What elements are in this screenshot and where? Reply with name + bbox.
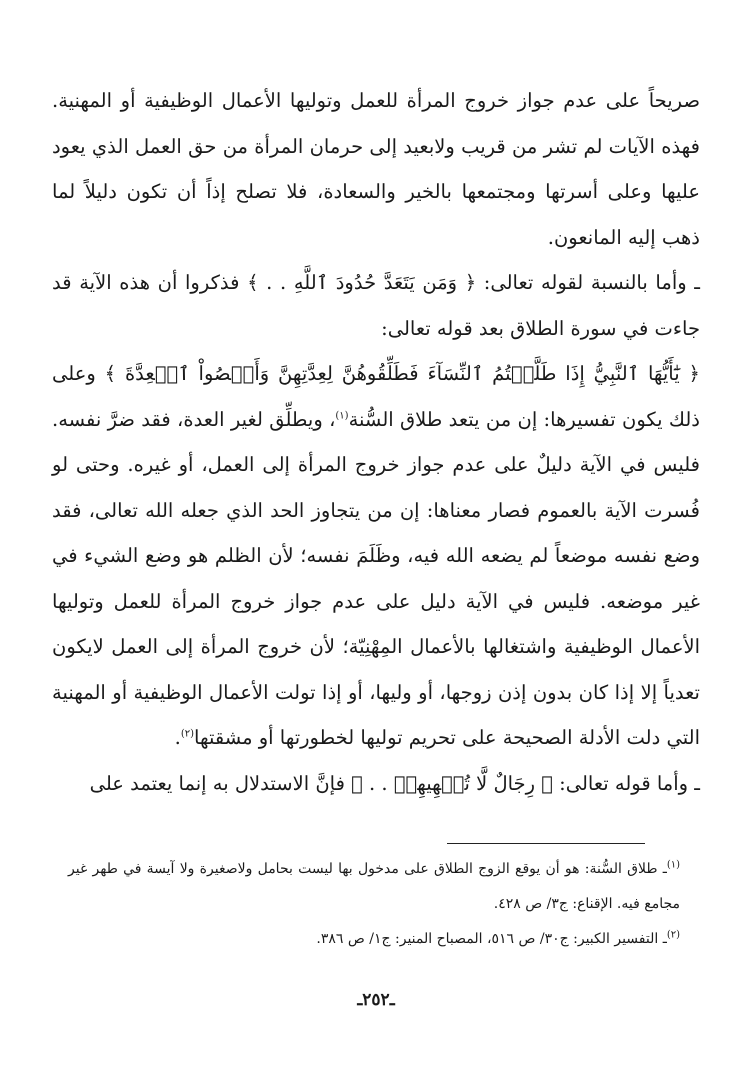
paragraph-3 <box>52 351 700 761</box>
paragraph-3-middle: ، ويطلِّق لغير العدة، فقد ضرَّ نفسه. فليس في الآية دليلٌ على عدم جواز خروج المرأة إلى العمل، أو غيره. وحتى لو فُسرت الآية بالعموم فصار معناها: إن من يتجاوز الحد الذي جعله الله تعالى، فقد وضع نفسه موضعاً لم يضعه الله فيه، وظَلَمَ نفسه؛ لأن الظلم هو وضع الشيء في غير موضعه. فليس في الآية دليل على عدم جواز خروج المرأة للعمل وتوليها الأعمال الوظيفية واشتغالها بالأعمال المِهْنِيّة؛ لأن خروج المرأة إلى العمل لايكون تعدياً إلا إذا كان بدون إذن زوجها، أو وليها، أو إذا تولت الأعمال الوظيفية أو المهنية التي دلت الأدلة الصحيحة على تحريم توليها لخطورتها أو مشقتها <box>52 407 700 749</box>
paragraph-3-end: . <box>174 726 181 749</box>
main-text <box>52 78 700 806</box>
paragraph-1: صريحاً على عدم جواز خروج المرأة للعمل وتوليها الأعمال الوظيفية أو المهنية. فهذه الآيات لم تشر من قريب ولابعيد إلى حرمان المرأة من حق العمل الذي يعود عليها وعلى أسرتها ومجتمعها بالخير والسعادة، فلا تصلح إذاً أن تكون دليلاً لما ذهب إليه المانعون. <box>52 89 700 249</box>
paragraph-3-start: ﴿ يَٰٓأَيُّهَا ٱلنَّبِيُّ إِذَا طَلَّقۡتُمُ ٱلنِّسَآءَ فَطَلِّقُوهُنَّ لِعِدَّتِهِنَّ وَأَحۡصُواْ ٱلۡعِدَّةَ ﴾ وعلى ذلك يكون تفسيرها: إن من يتعد طلاق السُّنة <box>52 362 700 431</box>
footnote-1-text: ـ طلاق السُّنة: هو أن يوقع الزوج الطلاق على مدخول بها ليست بحامل ولاصغيرة ولا آيسة في طهر غير مجامع فيه. الإقناع: ج٣/ ص ٤٢٨. <box>68 861 680 912</box>
footnote-1-mark: (١) <box>666 859 680 871</box>
footnote-2 <box>68 922 680 957</box>
paragraph-2: ـ وأما بالنسبة لقوله تعالى: ﴿ وَمَن يَتَعَدَّ حُدُودَ ٱللَّهِ . . ﴾ فذكروا أن هذه الآية قد جاءت في سورة الطلاق بعد قوله تعالى: <box>52 271 700 340</box>
footnote-1 <box>68 852 680 922</box>
page-number: ـ٢٥٢ـ <box>357 990 395 1010</box>
footnotes <box>68 852 680 957</box>
footnote-2-mark: (٢) <box>666 929 680 941</box>
footnote-2-text: ـ التفسير الكبير: ج٣٠/ ص ٥١٦، المصباح المنير: ج١/ ص ٣٨٦. <box>316 931 667 947</box>
footnote-ref-1: (١) <box>335 410 349 421</box>
footnote-divider <box>447 843 645 844</box>
paragraph-4: ـ وأما قوله تعالى: ﴿ رِجَالٌ لَّا تُلۡهِيهِمۡ . . ﴾ فإنَّ الاستدلال به إنما يعتمد على <box>89 771 700 795</box>
footnote-ref-2: (٢) <box>180 728 195 740</box>
